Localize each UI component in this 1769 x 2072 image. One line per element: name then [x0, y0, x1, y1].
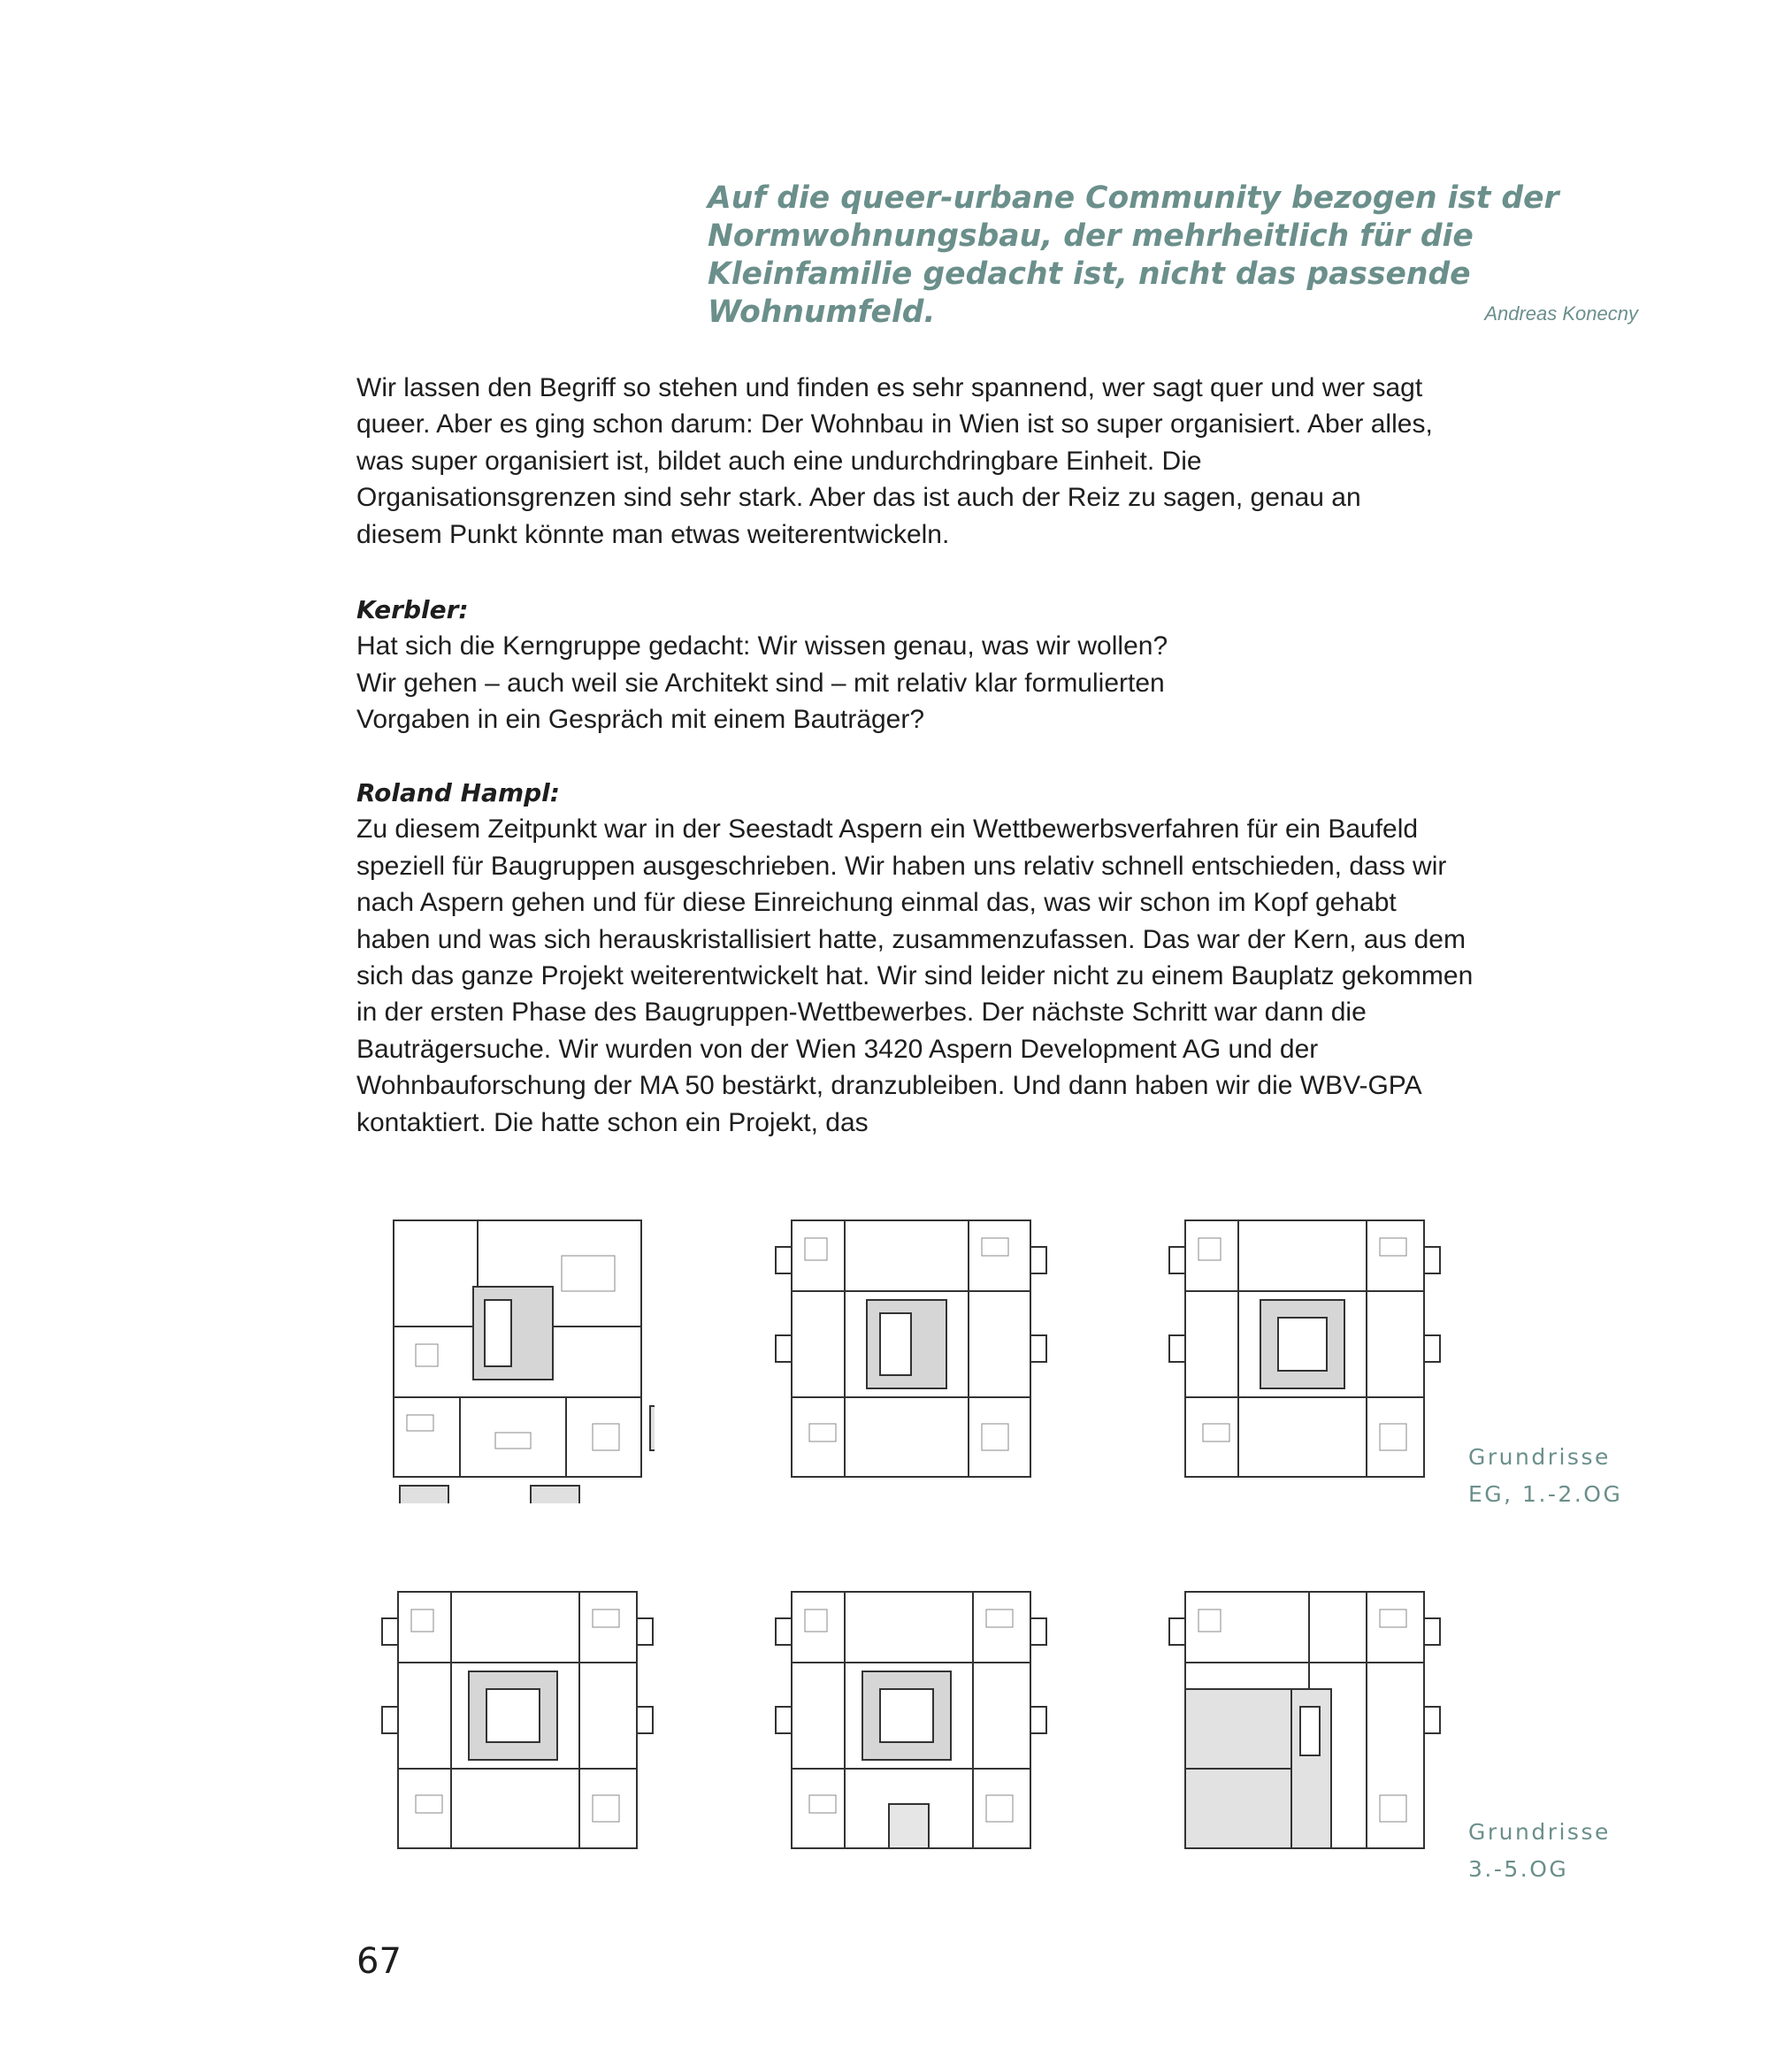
floor-plan-eg: [380, 1203, 655, 1503]
quote-author: Andreas Konecny: [1484, 302, 1638, 325]
floor-plan-3og: [380, 1574, 655, 1875]
pull-quote: Auf die queer-urbane Community bezogen ist der Normwohnungsbau, der mehrheitlich für die Kleinfamilie gedacht ist, nicht das passende Wohnumfeld.: [708, 180, 1559, 330]
floor-plan-1og: [774, 1203, 1048, 1503]
caption-bottom: [1468, 1814, 1611, 1888]
caption-bottom-line2: 3.-5.OG: [1468, 1856, 1569, 1882]
speaker-kerbler: Kerbler:: [356, 595, 469, 624]
caption-top-line1: Grundrisse: [1468, 1444, 1611, 1470]
floor-plan-4og: [774, 1574, 1048, 1875]
paragraph-1: [356, 370, 1506, 553]
paragraph-3: [356, 775, 1506, 1141]
caption-top-line2: EG, 1.-2.OG: [1468, 1481, 1623, 1507]
caption-top: [1468, 1439, 1622, 1513]
floor-plan-5og: [1168, 1574, 1442, 1875]
paragraph-1-text: Wir lassen den Begriff so stehen und finden es sehr spannend, wer sagt quer und wer sagt queer. Aber es ging schon darum: Der Wohnbau in Wien ist so super organisiert. Aber alles, was super organisiert ist, bildet auch eine undurchdringbare Einheit. Die Organisationsgrenzen sind sehr stark. Aber das ist auch der Reiz zu sagen, genau an diesem Punkt könnte man etwas weiterentwickeln.: [356, 373, 1433, 549]
floor-plans: [380, 1203, 1442, 1892]
paragraph-2-text: Hat sich die Kerngruppe gedacht: Wir wissen genau, was wir wollen? Wir gehen – auch weil sie Architekt sind – mit relativ klar formulierten Vorgaben in ein Gespräch mit einem Bauträger?: [356, 631, 1168, 735]
floor-plan-2og: [1168, 1203, 1442, 1503]
caption-bottom-line1: Grundrisse: [1468, 1819, 1611, 1845]
paragraph-2: [356, 592, 1506, 738]
paragraph-3-text: Zu diesem Zeitpunkt war in der Seestadt Aspern ein Wettbewerbsverfahren für ein Baufeld speziell für Baugruppen ausgeschrieben. Wir haben uns relativ schnell entschieden, dass wir nach Aspern gehen und für diese Einreichung einmal das, was wir schon im Kopf gehabt haben und was sich herauskristallisiert hatte, zusammenzufassen. Das war der Kern, aus dem sich das ganze Projekt weiterentwickelt hat. Wir sind leider nicht zu einem Bauplatz gekommen in der ersten Phase des Baugruppen-Wettbewerbes. Der nächste Schritt war dann die Bauträgersuche. Wir wurden von der Wien 3420 Aspern Development AG und der Wohnbauforschung der MA 50 bestärkt, dranzubleiben. Und dann haben wir die WBV-GPA kontaktiert. Die hatte schon ein Projekt, das: [356, 814, 1474, 1137]
page-number: 67: [356, 1941, 402, 1982]
speaker-roland-hampl: Roland Hampl:: [356, 778, 560, 807]
